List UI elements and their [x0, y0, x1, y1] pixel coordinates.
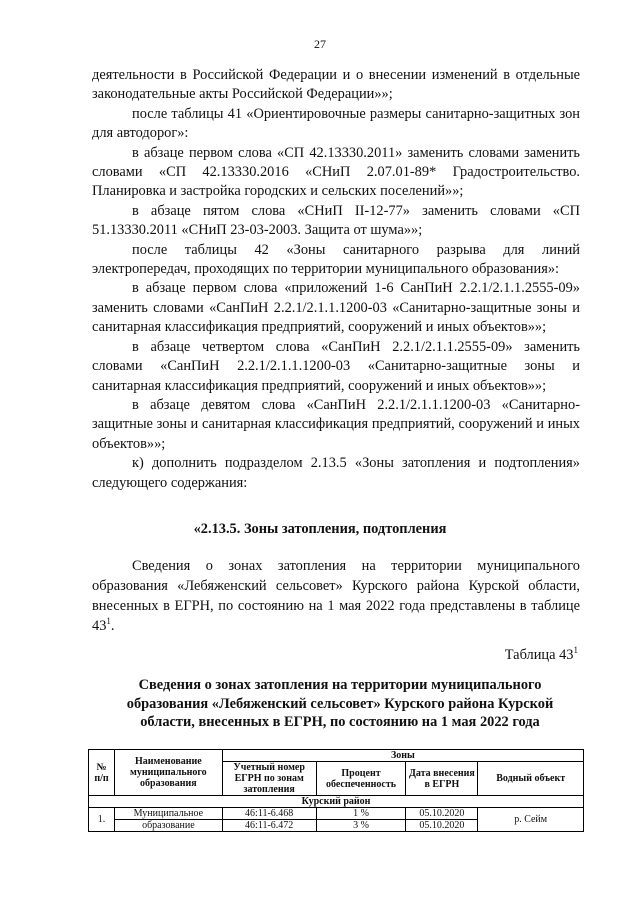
table-reference — [505, 647, 578, 664]
paragraph: после таблицы 41 «Ориентировочные размеры санитарно-защитных зон для автодорог»: — [92, 105, 580, 142]
paragraph: в абзаце первом слова «СП 42.13330.2011» заменить словами заменить словами «СП 42.13330.2016 «СНиП 2.07.01-89* Градостроительство. Планировка и застройка городских и сельских поселений»»; — [92, 144, 580, 200]
section-body: Сведения о зонах затопления на территории муниципального образования «Лебяженский сельсовет» Курского района Курской области, внесенных в ЕГРН, по состоянию на 1 мая 2022 года представлены в таблице $43^1$. — [92, 558, 580, 634]
paragraph: после таблицы 42 «Зоны санитарного разрыва для линий электропередач, проходящих по территории муниципального образования»: — [92, 241, 580, 278]
paragraph: в абзаце девятом слова «СанПиН 2.2.1/2.1.1.1200-03 «Санитарно-защитные зоны и санитарная классификация предприятий, сооружений и иных объектов»»; — [92, 396, 580, 452]
header-percent: Процент обеспеченность — [316, 762, 406, 796]
paragraph: деятельности в Российской Федерации и о внесении изменений в отдельные законодательные акты Российской Федерации»»; — [92, 67, 580, 103]
table-reference-text: Таблица 43 — [504, 647, 574, 663]
row-reg-number: 46:11-6.472 — [222, 820, 316, 832]
header-name: Наименование муниципального образования — [114, 750, 222, 796]
row-date: 05.10.2020 — [406, 808, 478, 820]
table-header-row — [89, 750, 584, 762]
table-region-row — [89, 796, 584, 808]
header-num: № п/п — [89, 750, 115, 796]
paragraph: в абзаце четвертом слова «СанПиН 2.2.1/2.1.1.2555-09» заменить словами «СанПиН 2.2.1/2.1.1.1200-03 «Санитарно-защитные зоны и санитарная классификация предприятий, сооружений и иных объектов»»; — [92, 338, 580, 394]
flood-zones-table — [88, 749, 584, 832]
header-reg-number: Учетный номер ЕГРН по зонам затопления — [222, 762, 316, 796]
row-reg-number: 46:11-6.468 — [222, 808, 316, 820]
body-text — [92, 66, 580, 493]
paragraph: к) дополнить подразделом 2.13.5 «Зоны затопления и подтопления» следующего содержания: — [92, 455, 580, 491]
row-date: 05.10.2020 — [406, 820, 478, 832]
section-body-text: Сведения о зонах затопления на территории муниципального образования «Лебяженский сельсовет» Курского района Курской области, внесенных в ЕГРН, по состоянию на 1 мая 2022 года представлены в таблице 43 — [92, 558, 580, 634]
footnote-mark: 1 — [106, 616, 111, 627]
header-water: Водный объект — [478, 762, 584, 796]
row-num: 1. — [89, 808, 115, 832]
page-number: 27 — [314, 37, 326, 51]
table-row — [89, 808, 584, 820]
region-cell: Курский район — [89, 796, 584, 808]
header-zones: Зоны — [222, 750, 583, 762]
table-title: Сведения о зонах затопления на территории муниципального образования «Лебяженский сельсовет» Курского района Курской области, внесенных в ЕГРН, по состоянию на 1 мая 2022 года — [126, 677, 554, 730]
row-water: р. Сейм — [478, 808, 584, 832]
paragraph: в абзаце первом слова «приложений 1-6 СанПиН 2.2.1/2.1.1.2555-09» заменить словами «СанПиН 2.2.1/2.1.1.1200-03 «Санитарно-защитные зоны и санитарная классификация предприятий, сооружений и иных объектов»»; — [92, 280, 580, 336]
paragraph: в абзаце пятом слова «СНиП II-12-77» заменить словами «СП 51.13330.2011 «СНиП 23-03-2003. Защита от шума»»; — [92, 202, 580, 239]
row-percent: 1 % — [316, 808, 406, 820]
header-date: Дата внесения в ЕГРН — [406, 762, 478, 796]
row-percent: 3 % — [316, 820, 406, 832]
row-name-line2: образование — [114, 820, 222, 832]
footnote-mark: 1 — [573, 645, 578, 656]
row-name-line1: Муниципальное — [114, 808, 222, 820]
section-title: «2.13.5. Зоны затопления, подтопления — [193, 521, 447, 537]
